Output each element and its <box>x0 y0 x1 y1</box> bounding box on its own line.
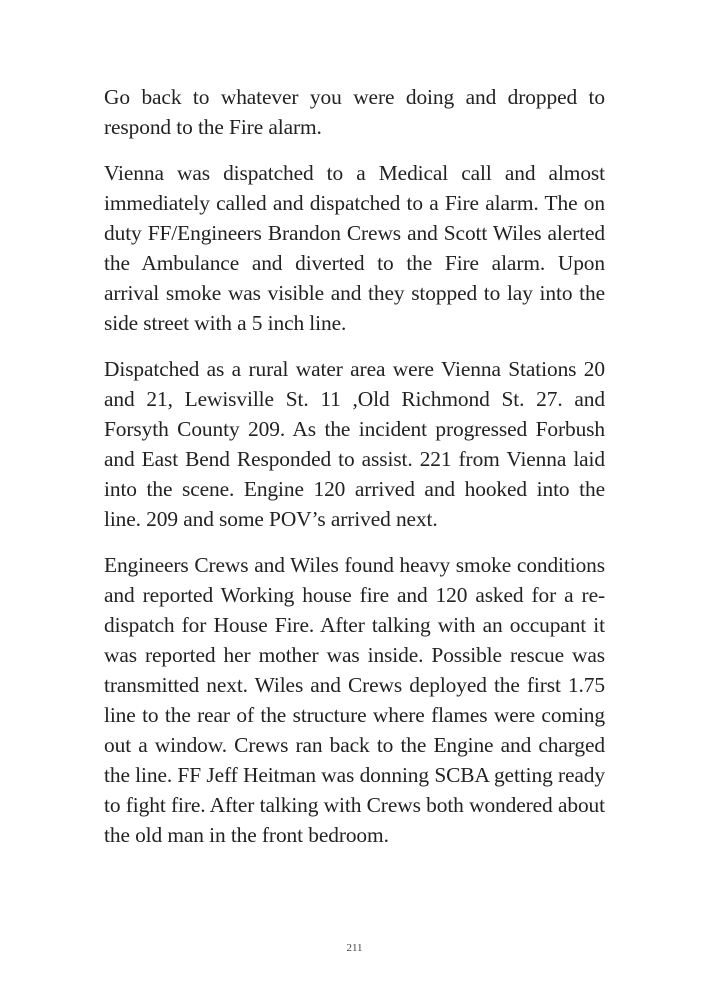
paragraph-2: Vienna was dispatched to a Medical call and almost immediately called and dispatched to a Fire alarm. The on duty FF/Engineers Brandon Crews and Scott Wiles alerted the Ambulance and diverted to the Fire alarm. Upon arrival smoke was visible and they stopped to lay into the side street with a 5 inch line. <box>104 161 605 335</box>
paragraph-1: Go back to whatever you were doing and dropped to respond to the Fire alarm. <box>104 85 605 139</box>
paragraph-4: Engineers Crews and Wiles found heavy smoke conditions and reported Working house fire and 120 asked for a re-dispatch for House Fire. After talking with an occupant it was reported her mother was inside. Possible rescue was transmitted next. Wiles and Crews deployed the first 1.75 line to the rear of the structure where flames were coming out a window. Crews ran back to the Engine and charged the line. FF Jeff Heitman was donning SCBA getting ready to fight fire. After talking with Crews both wondered about the old man in the front bedroom. <box>104 553 605 847</box>
page-number: 211 <box>346 942 363 954</box>
paragraph-3: Dispatched as a rural water area were Vienna Stations 20 and 21, Lewisville St. 11 ,Old Richmond St. 27. and Forsyth County 209. As the incident progressed Forbush and East Bend Responded to assist. 221 from Vienna laid into the scene. Engine 120 arrived and hooked into the line. 209 and some POV’s arrived next. <box>104 357 605 531</box>
document-page <box>104 82 605 866</box>
